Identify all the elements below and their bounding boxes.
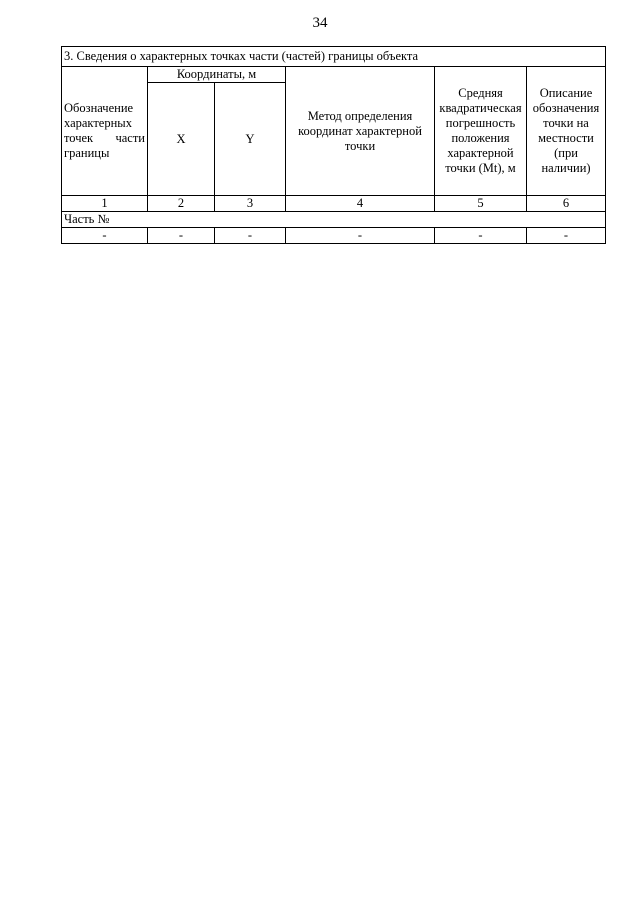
part-label: Часть № bbox=[62, 212, 606, 228]
header-coordinates: Координаты, м bbox=[148, 67, 286, 83]
column-number: 4 bbox=[286, 196, 435, 212]
column-number: 6 bbox=[527, 196, 606, 212]
column-number: 5 bbox=[435, 196, 527, 212]
column-number: 3 bbox=[215, 196, 286, 212]
table-cell: - bbox=[435, 228, 527, 244]
column-number: 2 bbox=[148, 196, 215, 212]
characteristic-points-table bbox=[61, 46, 606, 244]
section-title: 3. Сведения о характерных точках части (частей) границы объекта bbox=[62, 47, 606, 67]
table-cell: - bbox=[62, 228, 148, 244]
header-y: Y bbox=[215, 83, 286, 196]
table-row bbox=[62, 228, 606, 244]
column-number-row bbox=[62, 196, 606, 212]
header-method: Метод определения координат характерной точки bbox=[286, 67, 435, 196]
page-number: 34 bbox=[312, 15, 328, 31]
column-number: 1 bbox=[62, 196, 148, 212]
header-description: Описание обозначения точки на местности (при наличии) bbox=[527, 67, 606, 196]
header-x: X bbox=[148, 83, 215, 196]
table-cell: - bbox=[148, 228, 215, 244]
header-error: Средняя квадратическая погрешность положения характерной точки (Mt), м bbox=[435, 67, 527, 196]
table-cell: - bbox=[286, 228, 435, 244]
table-cell: - bbox=[527, 228, 606, 244]
table-cell: - bbox=[215, 228, 286, 244]
header-designation: Обозначение характерных точек части границы bbox=[62, 67, 148, 196]
